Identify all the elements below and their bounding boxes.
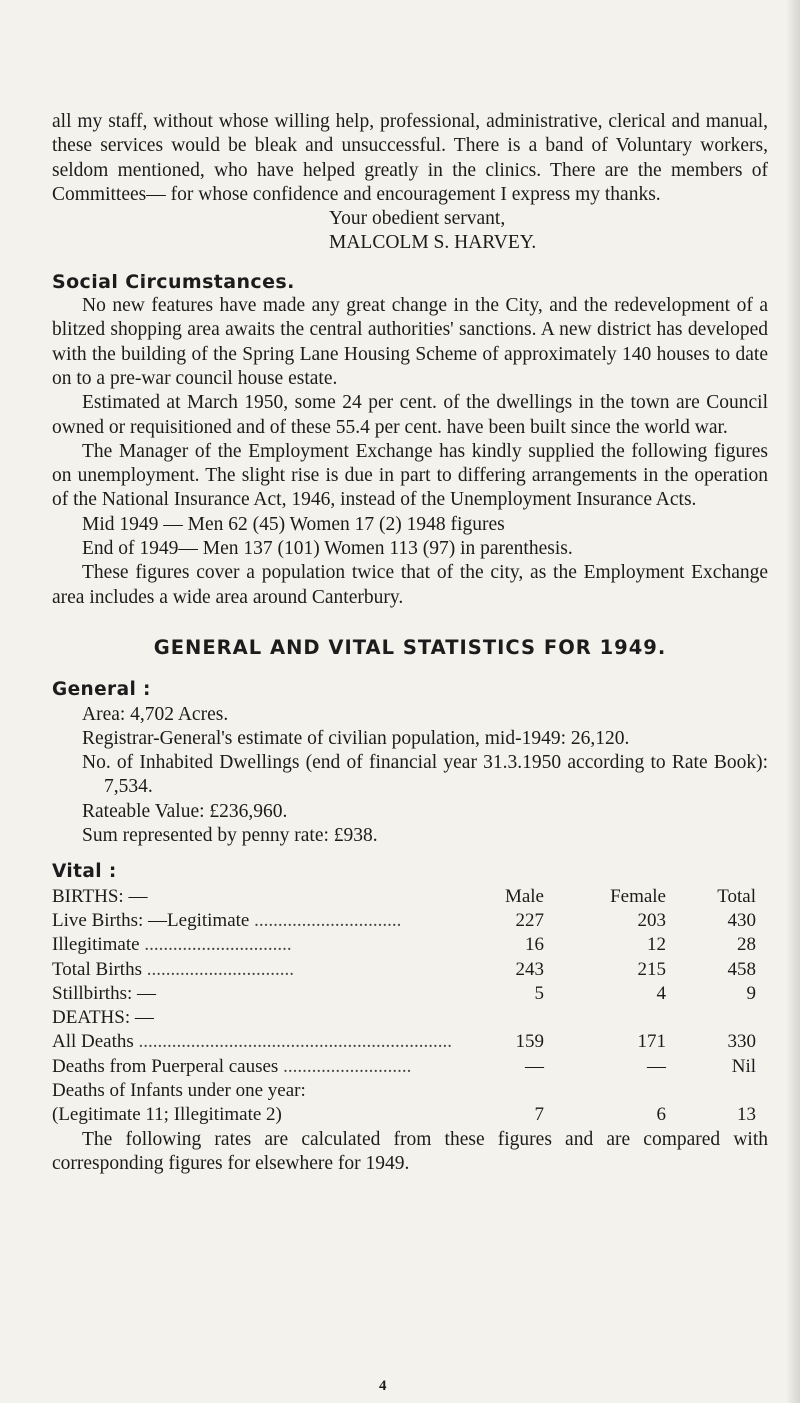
total-value: 458 — [727, 958, 756, 980]
table-row — [52, 1030, 756, 1054]
vital-subheading: Vital : — [52, 861, 117, 883]
page-number: 4 — [379, 1378, 387, 1394]
female-value: 203 — [637, 909, 666, 931]
total-value: 13 — [737, 1104, 756, 1126]
total-value: 9 — [746, 982, 756, 1004]
male-value: 243 — [515, 958, 544, 980]
female-value: 6 — [656, 1104, 666, 1126]
leader-dots: ............................... — [249, 909, 402, 931]
row-label: Live Births: —Legitimate — [52, 909, 250, 931]
female-value: 215 — [637, 958, 666, 980]
table-row — [52, 1006, 756, 1030]
births-header-label: BIRTHS: — — [52, 885, 148, 907]
document-page — [52, 110, 768, 1176]
table-row — [52, 958, 756, 982]
female-value: 4 — [656, 982, 666, 1004]
female-value: 171 — [637, 1031, 666, 1053]
leader-dots: ............................... — [139, 934, 292, 956]
general-dwellings: No. of Inhabited Dwellings (end of financial year 31.3.1950 according to Rate Book): 7,534. — [82, 752, 768, 798]
unemployment-end-1949: End of 1949— Men 137 (101) Women 113 (97) in parenthesis. — [82, 538, 573, 560]
social-paragraph-4: These figures cover a population twice that of the city, as the Employment Exchange area includes a wide area around Canterbury. — [52, 562, 768, 608]
female-value — [544, 1079, 666, 1103]
row-label: DEATHS: — — [52, 1007, 154, 1029]
social-paragraph-2: Estimated at March 1950, some 24 per cent. of the dwellings in the town are Council owned or requisitioned and of these 55.4 per cent. have been built since the world war. — [52, 392, 768, 438]
leader-dots: ........................... — [278, 1055, 412, 1077]
total-value: 430 — [727, 909, 756, 931]
leader-dots: .................................................................. — [133, 1031, 453, 1053]
row-label: Deaths of Infants under one year: — [52, 1079, 306, 1101]
general-penny-rate: Sum represented by penny rate: £938. — [82, 825, 378, 847]
intro-paragraph: all my staff, without whose willing help, professional, administrative, clerical and manual, these services would be bleak and unsuccessful. There is a band of Voluntary workers, seldom mentioned, who have helped greatly in the clinics. There are the members of Committees— for whose confidence and encouragement I express my thanks. — [52, 111, 768, 205]
male-value — [482, 1006, 544, 1030]
table-row — [52, 982, 756, 1006]
total-value: Nil — [731, 1055, 756, 1077]
table-row — [52, 909, 756, 933]
total-value — [666, 1006, 756, 1030]
female-value — [544, 1006, 666, 1030]
row-label: Illegitimate — [52, 934, 140, 956]
vital-statistics-table — [52, 885, 756, 1128]
general-population: Registrar-General's estimate of civilian population, mid-1949: 26,120. — [82, 727, 630, 749]
male-value: — — [525, 1055, 544, 1077]
general-subheading: General : — [52, 679, 151, 701]
male-value: 16 — [525, 934, 544, 956]
female-value: 12 — [647, 934, 666, 956]
female-column-header: Female — [610, 885, 666, 907]
unemployment-mid-1949: Mid 1949 — Men 62 (45) Women 17 (2) 1948 figures — [82, 513, 505, 535]
male-value: 5 — [534, 982, 544, 1004]
row-label: Deaths from Puerperal causes — [52, 1055, 279, 1077]
page-shadow-edge — [786, 0, 800, 1403]
leader-dots: ............................... — [141, 958, 294, 980]
general-vital-statistics-heading: GENERAL AND VITAL STATISTICS FOR 1949. — [153, 635, 667, 659]
total-value: 28 — [737, 934, 756, 956]
total-value — [666, 1079, 756, 1103]
social-paragraph-1: No new features have made any great change in the City, and the redevelopment of a blitzed shopping area awaits the central authorities' sanctions. A new district has developed with the building of the Spring Lane Housing Scheme of approximately 140 houses to date on to a pre-war council house estate. — [52, 295, 768, 389]
social-circumstances-heading: Social Circumstances. — [52, 270, 295, 293]
row-label: (Legitimate 11; Illegitimate 2) — [52, 1104, 282, 1126]
table-row — [52, 1055, 756, 1079]
male-column-header: Male — [504, 885, 544, 907]
male-value: 159 — [515, 1031, 544, 1053]
row-label: All Deaths — [52, 1031, 134, 1053]
signature: MALCOLM S. HARVEY. — [329, 232, 537, 254]
rates-footer: The following rates are calculated from these figures and are compared with corresponding figures for elsewhere for 1949. — [52, 1128, 768, 1174]
row-label: Total Births — [52, 958, 142, 980]
general-rateable-value: Rateable Value: £236,960. — [82, 800, 288, 822]
total-value: 330 — [727, 1031, 756, 1053]
general-area: Area: 4,702 Acres. — [82, 703, 229, 725]
table-header-row — [52, 885, 756, 909]
female-value: — — [647, 1055, 666, 1077]
row-label: Stillbirths: — — [52, 982, 156, 1004]
male-value: 227 — [515, 909, 544, 931]
total-column-header: Total — [717, 885, 756, 907]
table-row — [52, 1079, 756, 1103]
table-row — [52, 1103, 756, 1127]
table-row — [52, 933, 756, 957]
social-paragraph-3: The Manager of the Employment Exchange has kindly supplied the following figures on unemployment. The slight rise is due in part to differing arrangements in the operation of the National Insurance Act, 1946, instead of the Unemployment Insurance Acts. — [52, 440, 768, 511]
male-value — [482, 1079, 544, 1103]
male-value: 7 — [534, 1104, 544, 1126]
closing-line: Your obedient servant, — [329, 208, 506, 230]
